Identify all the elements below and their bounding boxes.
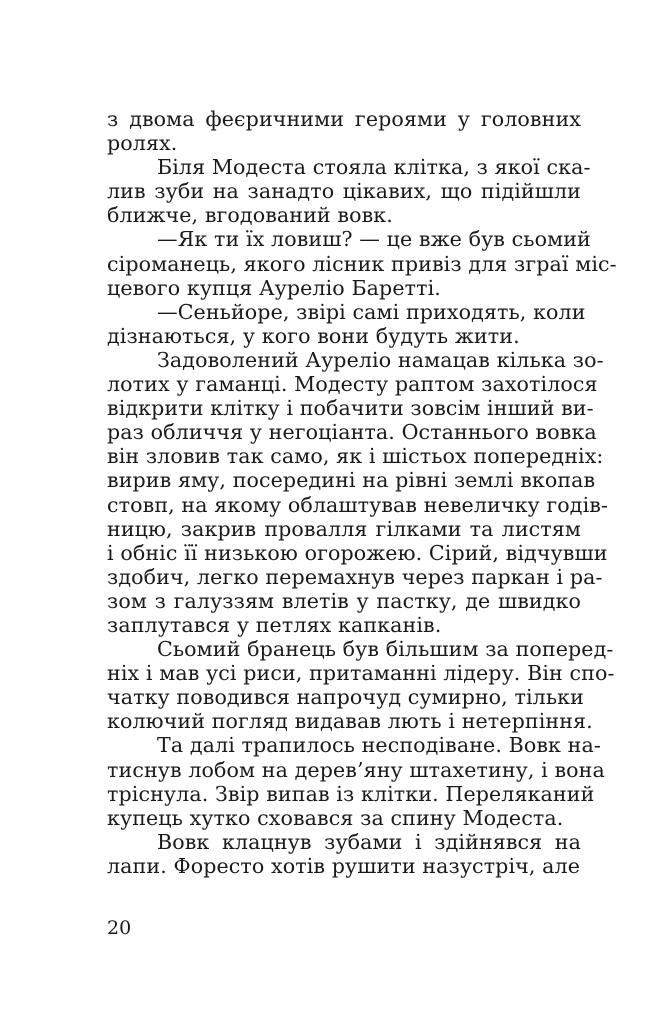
text-line: —Сеньйоре, звірі самі приходять, коли <box>157 299 586 324</box>
text-line: чатку поводився напрочуд сумирно, тільки <box>107 685 584 710</box>
page-number: 20 <box>107 917 132 939</box>
text-line: дізнаються, у кого вони будуть жити. <box>107 323 520 348</box>
text-line: колючий погляд видавав лють і нетерпіння. <box>107 709 593 734</box>
text-line: ближче, вгодований вовк. <box>107 203 393 228</box>
paragraph <box>107 733 605 830</box>
paragraph <box>107 637 615 734</box>
text-line: Сьомий бранець був більшим за поперед- <box>157 637 614 662</box>
body-text <box>107 107 617 878</box>
text-line: він зловив так само, як і шістьох попередніх: <box>107 444 604 469</box>
text-line: заплутався у петлях капканів. <box>107 612 442 637</box>
text-line: здобич, легко перемахнув через паркан і ра- <box>107 564 603 589</box>
text-line: купець хутко сховався за спину Модеста. <box>107 805 564 830</box>
paragraph <box>107 155 591 228</box>
text-line: тріснула. Звір випав із клітки. Переляканий <box>107 781 595 806</box>
text-line: ролях. <box>107 131 178 156</box>
text-line: —Як ти їх ловиш? — це вже був сьомий <box>157 227 591 252</box>
text-line: Біля Модеста стояла клітка, з якої ска- <box>157 155 591 180</box>
text-line: цевого купця Ауреліо Баретті. <box>107 275 441 300</box>
text-line: Вовк клацнув зубами і здійнявся на <box>157 829 581 854</box>
paragraph <box>107 227 617 300</box>
text-line: вирив яму, посередині на рівні землі вкопав <box>107 468 596 493</box>
paragraph <box>107 107 581 155</box>
text-line: стовп, на якому облаштував невеличку годів- <box>107 492 609 517</box>
paragraph <box>107 830 581 878</box>
text-line: відкрити клітку і побачити зовсім інший ви- <box>107 396 594 421</box>
text-line: ніх і мав усі риси, притаманні лідеру. Він спо- <box>107 661 615 686</box>
paragraph <box>107 347 609 637</box>
text-line: Задоволений Ауреліо намацав кілька зо- <box>157 347 604 372</box>
text-line: з двома феєричними героями у головних <box>107 107 581 131</box>
text-line: і обніс її низькою огорожею. Сірий, відчувши <box>107 540 608 565</box>
text-line: Та далі трапилось несподіване. Вовк на- <box>157 733 601 758</box>
text-line: лотих у гаманці. Модесту раптом захотілося <box>107 372 598 397</box>
text-line: тиснув лобом на дерев’яну штахетину, і вона <box>107 757 605 782</box>
text-line: лив зуби на занадто цікавих, що підійшли <box>107 179 581 204</box>
text-line: лапи. Форесто хотів рушити назустріч, але <box>107 853 581 878</box>
text-line: сіроманець, якого лісник привіз для зграї міс- <box>107 251 617 276</box>
text-line: зом з галуззям влетів у пастку, де швидко <box>107 588 581 613</box>
text-line: ницю, закрив провалля гілками та листям <box>107 516 581 541</box>
text-line: раз обличчя у негоціанта. Останнього вовка <box>107 420 597 445</box>
paragraph <box>107 299 586 348</box>
